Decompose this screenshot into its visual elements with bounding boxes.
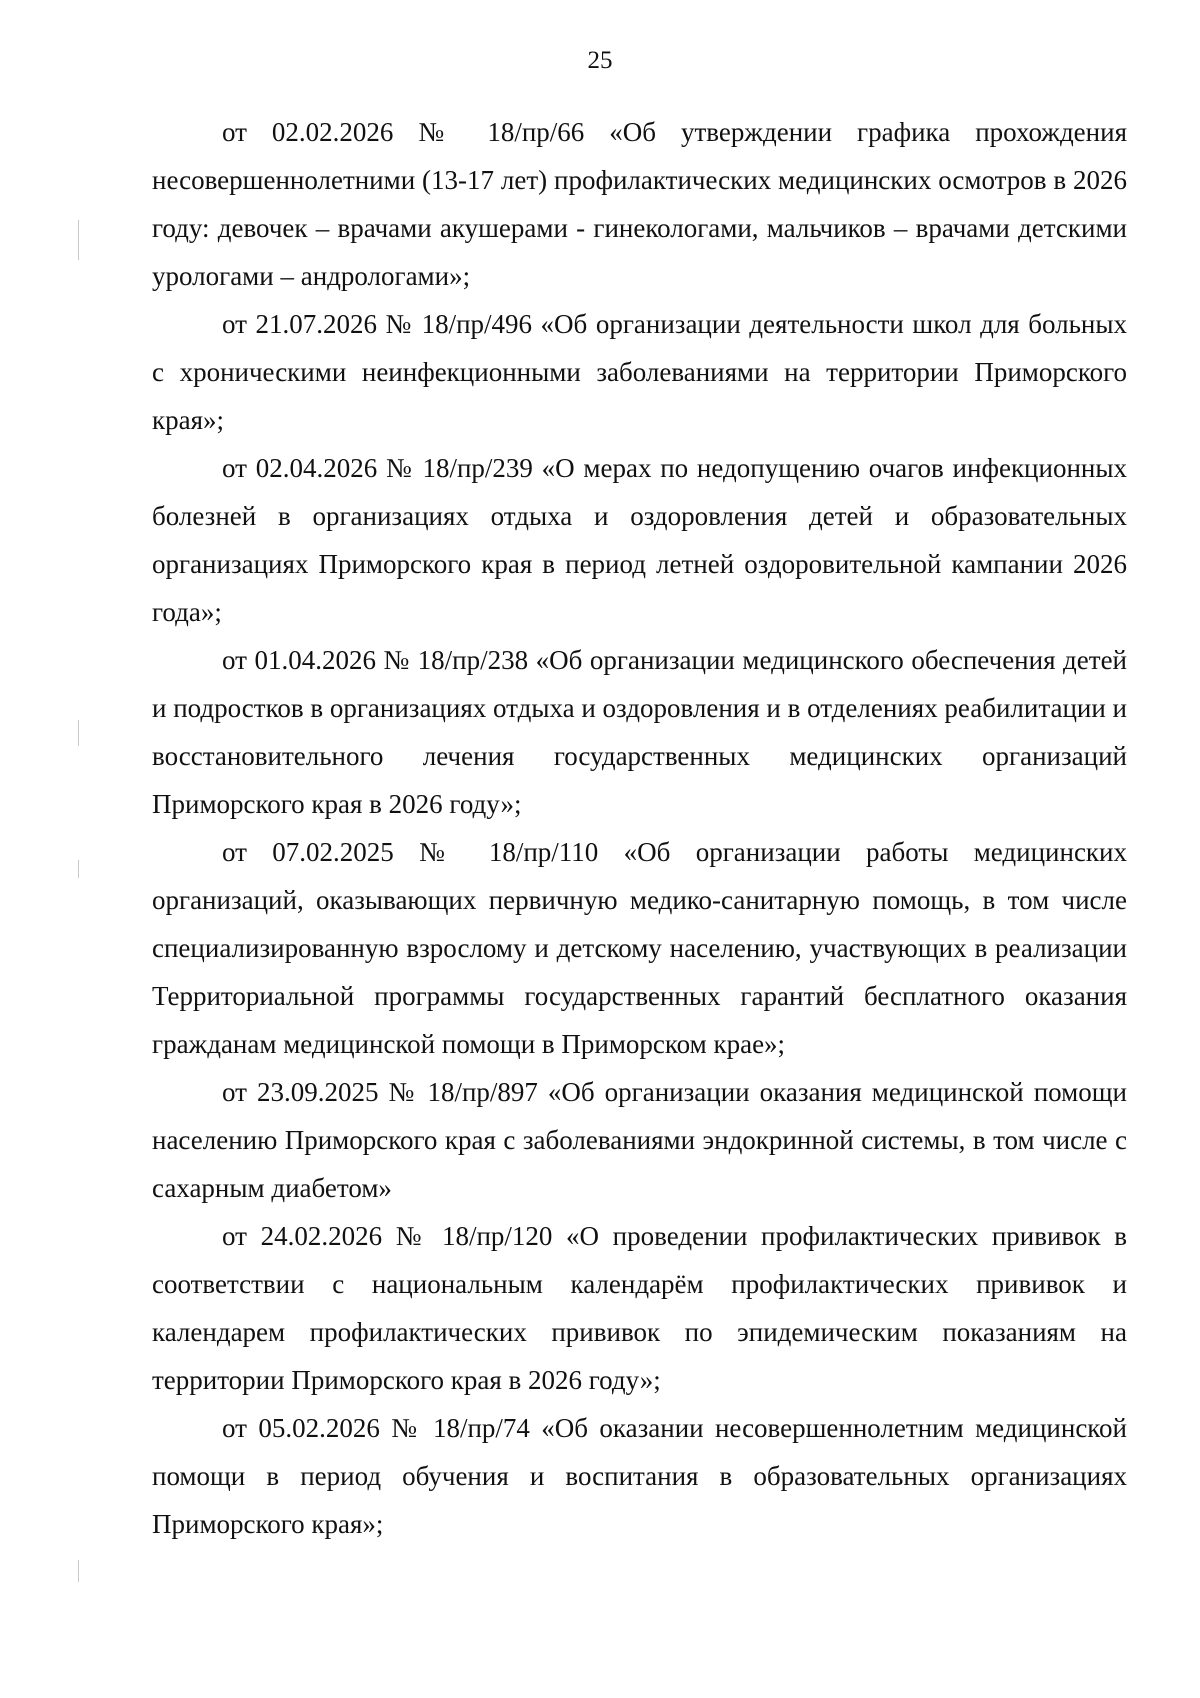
document-body bbox=[152, 108, 1127, 1548]
paragraph-order-120: от 24.02.2026 № 18/пр/120 «О проведении профилактических прививок в соответствии с национальным календарём профилактических прививок и календарем профилактических прививок по эпидемическим показаниям на территории Приморского края в 2026 году»; bbox=[152, 1221, 1127, 1395]
paragraph-order-238: от 01.04.2026 № 18/пр/238 «Об организации медицинского обеспечения детей и подростков в организациях отдыха и оздоровления и в отделениях реабилитации и восстановительного лечения государственных медицинских организаций Приморского края в 2026 году»; bbox=[152, 645, 1127, 819]
paragraph-order-110: от 07.02.2025 № 18/пр/110 «Об организации работы медицинских организаций, оказывающих первичную медико-санитарную помощь, в том числе специализированную взрослому и детскому населению, участвующих в реализации Территориальной программы государственных гарантий бесплатного оказания гражданам медицинской помощи в Приморском крае»; bbox=[152, 837, 1127, 1059]
paragraph-order-66: от 02.02.2026 № 18/пр/66 «Об утверждении графика прохождения несовершеннолетними (13-17 лет) профилактических медицинских осмотров в 2026 году: девочек – врачами акушерами - гинекологами, мальчиков – врачами детскими урологами – андрологами»; bbox=[152, 117, 1127, 291]
paragraph-order-74: от 05.02.2026 № 18/пр/74 «Об оказании несовершеннолетним медицинской помощи в период обучения и воспитания в образовательных организациях Приморского края»; bbox=[152, 1413, 1127, 1539]
page-number: 25 bbox=[587, 47, 613, 74]
paragraph-order-897: от 23.09.2025 № 18/пр/897 «Об организации оказания медицинской помощи населению Приморского края с заболеваниями эндокринной системы, в том числе с сахарным диабетом» bbox=[152, 1077, 1127, 1203]
scan-artifact-mark bbox=[78, 860, 79, 878]
scan-artifact-mark bbox=[78, 220, 79, 260]
scan-artifact-mark bbox=[78, 720, 79, 746]
paragraph-order-496: от 21.07.2026 № 18/пр/496 «Об организации деятельности школ для больных с хроническими неинфекционными заболеваниями на территории Приморского края»; bbox=[152, 309, 1127, 435]
scan-artifact-mark bbox=[78, 1560, 79, 1582]
paragraph-order-239: от 02.04.2026 № 18/пр/239 «О мерах по недопущению очагов инфекционных болезней в организациях отдыха и оздоровления детей и образовательных организациях Приморского края в период летней оздоровительной кампании 2026 года»; bbox=[152, 453, 1127, 627]
